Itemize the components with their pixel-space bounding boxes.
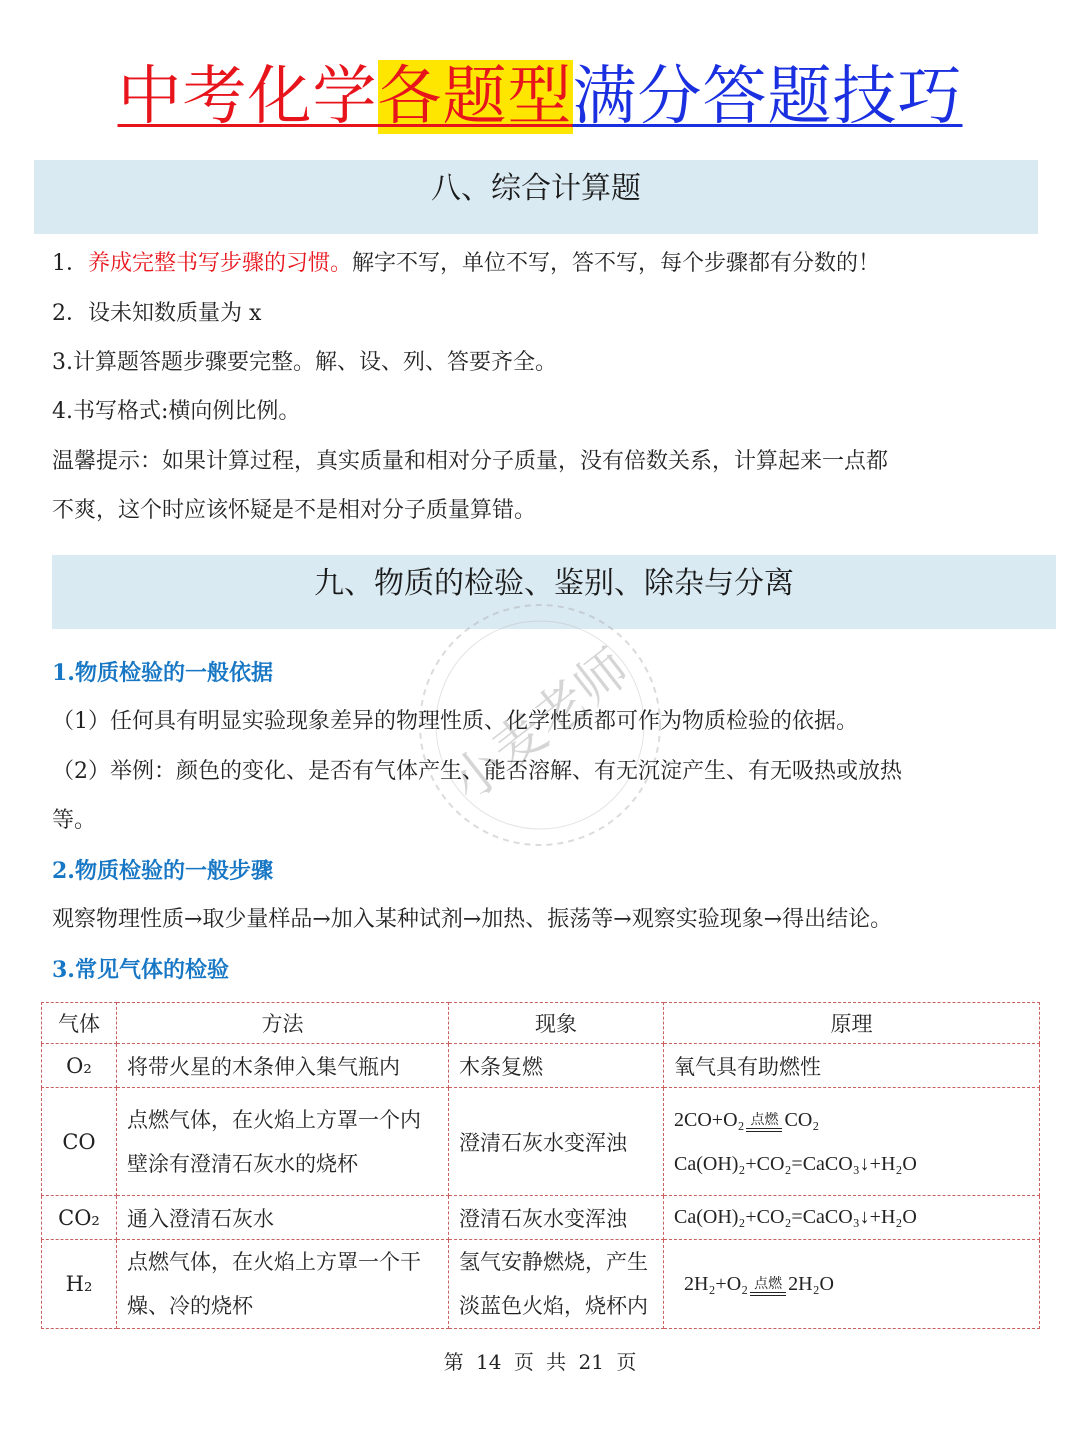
header-gas: 气体 xyxy=(42,1003,117,1044)
phenomenon-line-2: 淡蓝色火焰，烧杯内 xyxy=(459,1294,648,1318)
page-title xyxy=(0,52,1080,142)
title-part-red: 中考化学 xyxy=(117,60,378,134)
phenomenon-cell xyxy=(449,1240,664,1329)
page-number: 第 14 页 共 21 页 xyxy=(443,1350,637,1374)
equation-h2-combustion: 2H₂+O₂ 点燃 2H₂O xyxy=(684,1272,834,1295)
table-row xyxy=(42,1240,1040,1329)
section-heading-8: 八、综合计算题 xyxy=(34,160,1038,234)
sub1-paragraph-2-line-1: （2）举例：颜色的变化、是否有气体产生、能否溶解、有无沉淀产生、有无吸热或放热 xyxy=(52,759,902,784)
section8-item-1 xyxy=(52,249,1042,279)
item1-emphasis: 养成完整书写步骤的习惯。 xyxy=(88,251,353,276)
gas-cell: O₂ xyxy=(42,1044,117,1088)
item1-number: 1． xyxy=(52,251,88,276)
title-part-highlighted: 各题型 xyxy=(377,60,573,134)
section8-item-2: 2．设未知数质量为 x xyxy=(52,301,262,326)
table-row xyxy=(42,1196,1040,1240)
method-line-1: 点燃气体，在火焰上方罩一个干 xyxy=(127,1250,421,1274)
header-phenomenon: 现象 xyxy=(449,1003,664,1044)
title-part-blue: 满分答题技巧 xyxy=(572,60,963,134)
sub1-paragraph-2-line-2: 等。 xyxy=(52,808,97,833)
section8-item-4: 4.书写格式:横向例比例。 xyxy=(52,399,301,424)
sub1-paragraph-1: （1）任何具有明显实验现象差异的物理性质、化学性质都可作为物质检验的依据。 xyxy=(52,709,858,734)
principle-cell xyxy=(664,1088,1040,1196)
gas-test-table xyxy=(41,1002,1040,1329)
subheading-3: 3.常见气体的检验 xyxy=(52,957,229,983)
watermark-text: 小麦老师 xyxy=(440,638,642,814)
table-row xyxy=(42,1088,1040,1196)
equation-limewater: Ca(OH)₂+CO₂=CaCO₃↓+H₂O xyxy=(674,1152,917,1175)
table-header-row xyxy=(42,1003,1040,1044)
method-cell: 通入澄清石灰水 xyxy=(117,1196,449,1240)
section-heading-9: 九、物质的检验、鉴别、除杂与分离 xyxy=(52,555,1056,629)
gas-cell: H₂ xyxy=(42,1240,117,1329)
subheading-2: 2.物质检验的一般步骤 xyxy=(52,858,273,884)
section8-tip-line-2: 不爽，这个时应该怀疑是不是相对分子质量算错。 xyxy=(52,498,537,523)
method-line-2: 壁涂有澄清石灰水的烧杯 xyxy=(127,1151,358,1176)
method-cell: 将带火星的木条伸入集气瓶内 xyxy=(117,1044,449,1088)
section8-tip-line-1: 温馨提示：如果计算过程，真实质量和相对分子质量，没有倍数关系，计算起来一点都 xyxy=(52,449,889,474)
reaction-condition: 点燃 xyxy=(750,1280,786,1296)
header-method: 方法 xyxy=(117,1003,449,1044)
phenomenon-cell: 澄清石灰水变浑浊 xyxy=(449,1088,664,1196)
subheading-1: 1.物质检验的一般依据 xyxy=(52,660,273,686)
principle-cell xyxy=(664,1240,1040,1329)
method-line-2: 燥、冷的烧杯 xyxy=(127,1294,253,1318)
section8-item-3: 3.计算题答题步骤要完整。解、设、列、答要齐全。 xyxy=(52,350,557,375)
equation-co-combustion: 2CO+O₂ 点燃 CO₂ xyxy=(674,1108,820,1131)
method-cell xyxy=(117,1240,449,1329)
phenomenon-cell: 木条复燃 xyxy=(449,1044,664,1088)
phenomenon-cell: 澄清石灰水变浑浊 xyxy=(449,1196,664,1240)
table-row xyxy=(42,1044,1040,1088)
item1-rest: 解字不写，单位不写，答不写，每个步骤都有分数的！ xyxy=(352,251,881,276)
gas-cell: CO xyxy=(42,1088,117,1196)
gas-cell: CO₂ xyxy=(42,1196,117,1240)
principle-cell: Ca(OH)₂+CO₂=CaCO₃↓+H₂O xyxy=(664,1196,1040,1240)
phenomenon-line-1: 氢气安静燃烧，产生 xyxy=(459,1250,648,1274)
reaction-condition: 点燃 xyxy=(746,1116,782,1132)
header-principle: 原理 xyxy=(664,1003,1040,1044)
method-line-1: 点燃气体，在火焰上方罩一个内 xyxy=(127,1107,421,1132)
sub2-paragraph: 观察物理性质→取少量样品→加入某种试剂→加热、振荡等→观察实验现象→得出结论。 xyxy=(52,907,893,932)
principle-cell: 氧气具有助燃性 xyxy=(664,1044,1040,1088)
method-cell xyxy=(117,1088,449,1196)
